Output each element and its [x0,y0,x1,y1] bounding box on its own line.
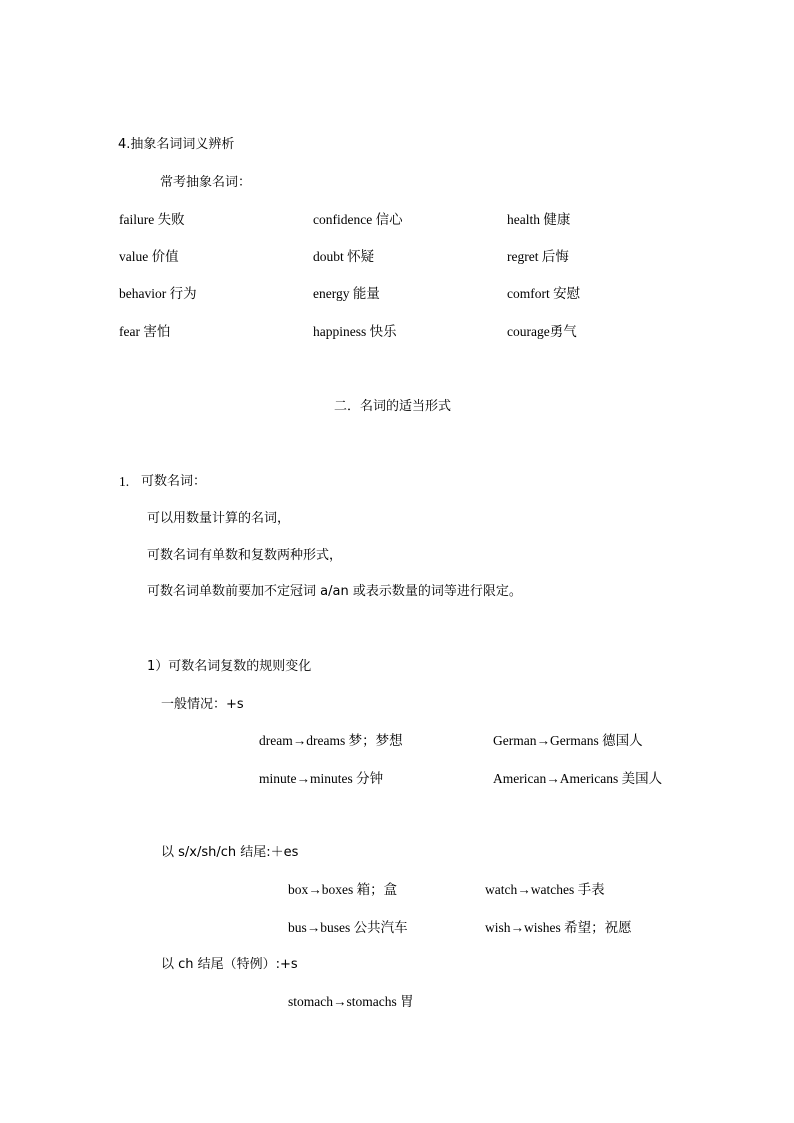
section-title: 二．名词的适当形式 [334,399,452,414]
rule-label: 一般情况：+s [161,697,244,712]
vocab-item: health 健康 [507,212,571,227]
example-item: wish→wishes 希望；祝愿 [485,920,632,935]
vocab-item: courage勇气 [507,324,577,339]
list-number: 1. [119,474,130,489]
vocab-item: behavior 行为 [119,286,197,301]
example-item: minute→minutes 分钟 [259,771,384,786]
example-item: stomach→stomachs 胃 [288,994,414,1009]
example-item: American→Americans 美国人 [493,771,663,786]
subheading: 常考抽象名词： [160,175,252,190]
vocab-item: energy 能量 [313,286,380,301]
item-title: 可数名词： [141,474,207,489]
definition-line: 可数名词有单数和复数两种形式， [147,548,343,563]
vocab-item: comfort 安慰 [507,286,581,301]
definition-line: 可以用数量计算的名词， [147,511,291,526]
vocab-item: doubt 怀疑 [313,249,375,264]
vocab-item: value 价值 [119,249,179,264]
example-item: German→Germans 德国人 [493,733,643,748]
example-item: bus→buses 公共汽车 [288,920,408,935]
vocab-item: fear 害怕 [119,324,171,339]
example-item: box→boxes 箱；盒 [288,882,398,897]
example-item: watch→watches 手表 [485,882,605,897]
definition-line: 可数名词单数前要加不定冠词 a/an 或表示数量的词等进行限定。 [147,584,522,599]
subsection-title: 1）可数名词复数的规则变化 [147,659,312,674]
example-item: dream→dreams 梦；梦想 [259,733,403,748]
vocab-item: confidence 信心 [313,212,403,227]
vocab-item: happiness 快乐 [313,324,397,339]
vocab-item: regret 后悔 [507,249,569,264]
section-heading: 4.抽象名词词义辨析 [118,137,235,152]
rule-label: 以 s/x/sh/ch 结尾:＋es [161,845,299,860]
rule-label: 以 ch 结尾（特例）:+s [161,957,298,972]
vocab-item: failure 失败 [119,212,185,227]
